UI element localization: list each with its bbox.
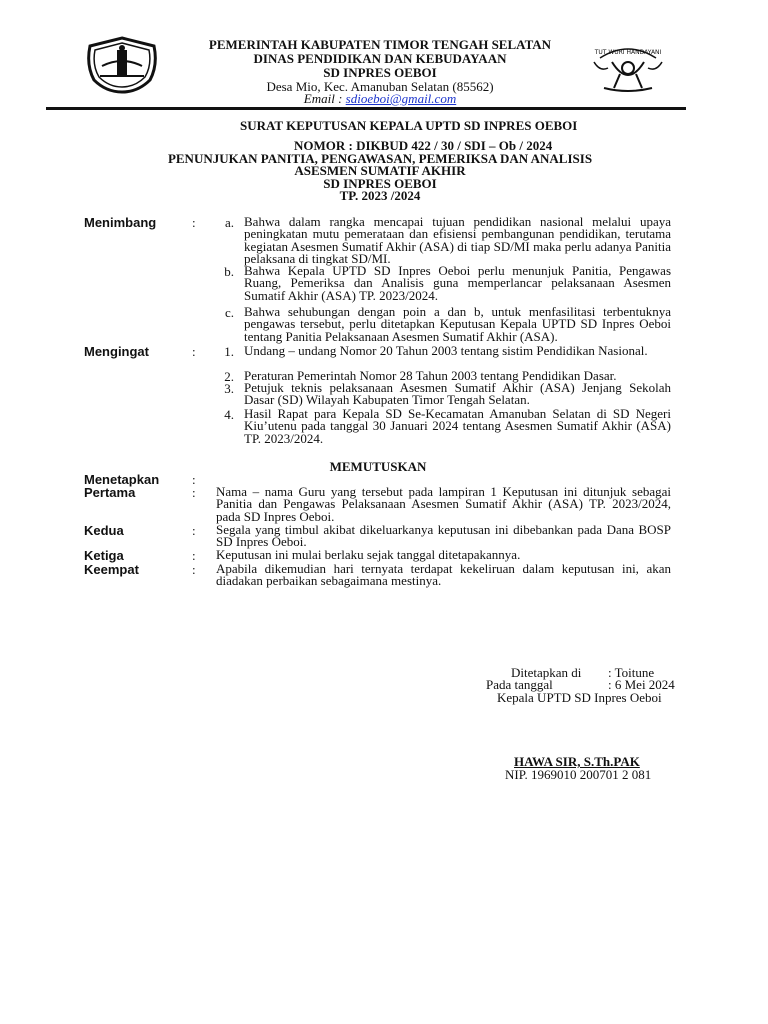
decree-subject-2: ASESMEN SUMATIF AKHIR (294, 163, 466, 178)
menimbang-item-b: Bahwa Kepala UPTD SD Inpres Oeboi perlu menunjuk Panitia, Pengawas Ruang, Pemeriksa dan Analisis guna memperlancar pelaksanaan Asesmen Sumatif Akhir (ASA) TP. 2023/2024. (244, 263, 671, 303)
kedua-colon: : (192, 523, 196, 538)
menimbang-colon: : (192, 215, 196, 230)
email-link[interactable]: sdioeboi@gmail.com (345, 91, 457, 106)
menimbang-item-c: Bahwa sehubungan dengan poin a dan b, untuk menfasilitasi terbentuknya pengawas tersebut, perlu ditetapkan Keputusan Kepala UPTD SD Inpres Oeboi tentang Panitia Pelaksanaan Asesmen Sumatif Akhir (ASA). (244, 304, 671, 344)
tut-wuri-handayani-logo (590, 38, 666, 96)
decree-number: NOMOR : DIKBUD 422 / 30 / SDI – Ob / 2024 (294, 138, 553, 153)
header-department: DINAS PENDIDIKAN DAN KEBUDAYAAN (253, 51, 507, 66)
mengingat-item-1: Undang – undang Nomor 20 Tahun 2003 tentang sistim Pendidikan Nasional. (244, 343, 648, 358)
regency-emblem-logo (84, 36, 160, 94)
signatory-position: Kepala UPTD SD Inpres Oeboi (497, 690, 662, 705)
menetapkan-label: Menetapkan (84, 472, 160, 487)
memutuskan-heading: MEMUTUSKAN (329, 459, 427, 474)
tanggal-value: : 6 Mei 2024 (608, 677, 675, 692)
pertama-colon: : (192, 485, 196, 500)
menimbang-label: Menimbang (84, 215, 157, 230)
header-address: Desa Mio, Kec. Amanuban Selatan (85562) (266, 79, 494, 94)
tanggal-label: Pada tanggal (486, 677, 553, 692)
mengingat-marker-2: 2. (224, 369, 234, 384)
mengingat-item-2: Peraturan Pemerintah Nomor 28 Tahun 2003 tentang Pendidikan Dasar. (244, 368, 617, 383)
email-label: Email : (303, 91, 346, 106)
menimbang-marker-c: c. (224, 305, 234, 320)
decree-subject-3: SD INPRES OEBOI (323, 176, 437, 191)
header-email-line (160, 92, 600, 106)
header-divider (46, 107, 686, 110)
ditetapkan-value: : Toitune (608, 665, 655, 680)
mengingat-marker-1: 1. (224, 344, 234, 359)
keempat-text: Apabila dikemudian hari ternyata terdapat kekeliruan dalam keputusan ini, akan diadakan perbaikan sebagaimana mestinya. (216, 561, 671, 589)
mengingat-item-3: Petujuk teknis pelaksanaan Asesmen Sumatif Akhir (ASA) Jenjang Sekolah Dasar (SD) Wilayah Kabupaten Timor Tengah Selatan. (244, 380, 671, 408)
pertama-text: Nama – nama Guru yang tersebut pada lampiran 1 Keputusan ini ditunjuk sebagai Panitia dan Pengawas Pelaksanaan Asesmen Sumatif Akhir (ASA) TP. 2023/2024, pada SD Inpres Oeboi. (216, 484, 671, 524)
keempat-label: Keempat (84, 562, 139, 577)
header-government: PEMERINTAH KABUPATEN TIMOR TENGAH SELATAN (208, 37, 552, 52)
mengingat-label: Mengingat (84, 344, 149, 359)
ditetapkan-label: Ditetapkan di (511, 665, 582, 680)
mengingat-marker-4: 4. (224, 407, 234, 422)
ketiga-text: Keputusan ini mulai berlaku sejak tanggal ditetapakannya. (216, 547, 521, 562)
menimbang-marker-b: b. (224, 264, 234, 279)
mengingat-marker-3: 3. (224, 381, 234, 396)
menetapkan-colon: : (192, 472, 196, 487)
ketiga-colon: : (192, 548, 196, 563)
decree-subject-4: TP. 2023 /2024 (339, 188, 421, 203)
mengingat-colon: : (192, 344, 196, 359)
signatory-nip: NIP. 1969010 200701 2 081 (505, 767, 652, 782)
kedua-text: Segala yang timbul akibat dikeluarkanya keputusan ini dibebankan pada Dana BOSP SD Inpres Oeboi. (216, 522, 671, 550)
logo-motto-text: TUT WURI HANDAYANI (594, 49, 662, 56)
menimbang-marker-a: a. (224, 215, 234, 230)
signatory-name: HAWA SIR, S.Th.PAK (514, 754, 640, 769)
kedua-label: Kedua (84, 523, 124, 538)
ketiga-label: Ketiga (84, 548, 124, 563)
menimbang-item-a: Bahwa dalam rangka mencapai tujuan pendidikan nasional melalui upaya peningkatan mutu pemerataan dan efisiensi pembangunan pendidikan, terutama kegiatan Asesmen Sumatif Akhir (ASA) di tiap SD/MI maka perlu adanya Panitia pelaksana di tingkat SD/MI. (244, 214, 671, 267)
decree-heading: SURAT KEPUTUSAN KEPALA UPTD SD INPRES OEBOI (240, 118, 578, 133)
pertama-label: Pertama (84, 485, 136, 500)
mengingat-item-4: Hasil Rapat para Kepala SD Se-Kecamatan Amanuban Selatan di SD Negeri Kiu’utenu pada tanggal 30 Januari 2024 tentang Asesmen Sumatif Akhir (ASA) TP. 2023/2024. (244, 406, 671, 446)
keempat-colon: : (192, 562, 196, 577)
decree-subject-1: PENUNJUKAN PANITIA, PENGAWASAN, PEMERIKSA DAN ANALISIS (167, 151, 593, 166)
header-school-name: SD INPRES OEBOI (323, 65, 437, 80)
